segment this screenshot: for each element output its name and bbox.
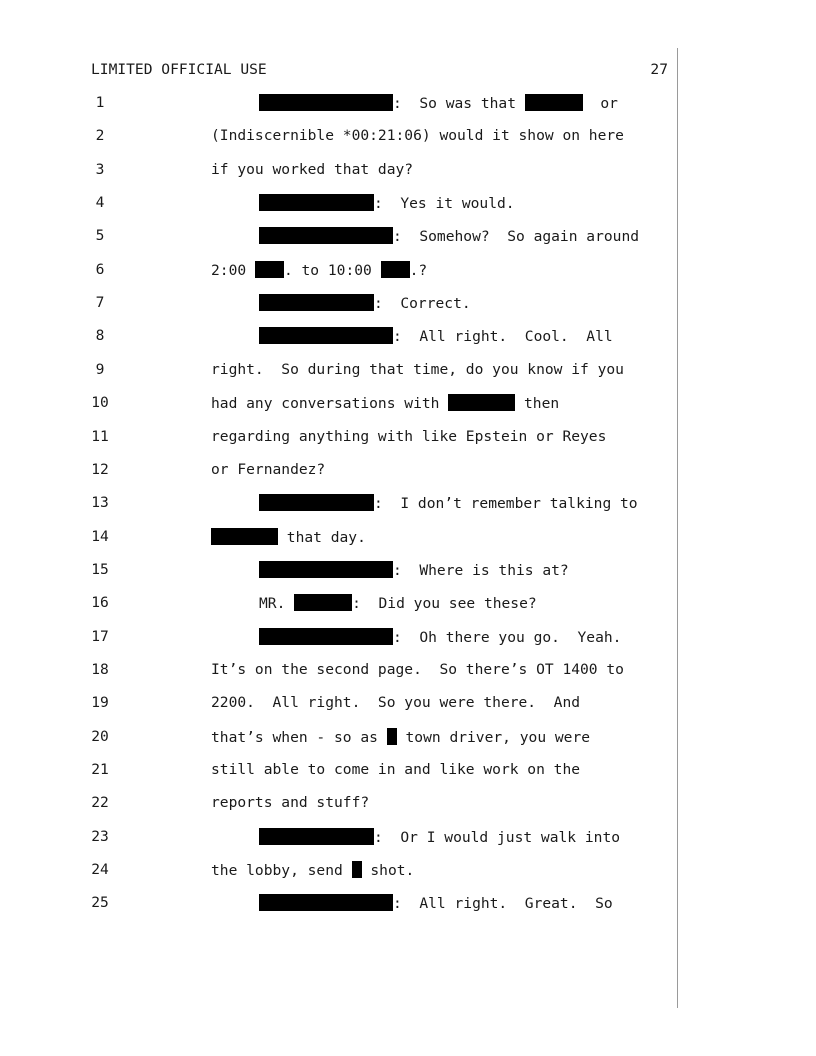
line-number: 14 — [91, 527, 109, 545]
line-text — [211, 861, 414, 879]
line-text — [259, 327, 613, 345]
line-number: 5 — [95, 227, 105, 245]
line-number: 10 — [91, 394, 109, 412]
redaction-block — [259, 561, 393, 578]
line-text — [211, 794, 369, 811]
line-text — [211, 161, 413, 178]
line-text-segment: It’s on the second page. So there’s OT 1400 to — [211, 660, 624, 678]
redaction-block — [352, 861, 362, 878]
line-text-segment: : All right. Cool. All — [393, 328, 613, 346]
redaction-block — [259, 227, 393, 244]
transcript-line — [0, 361, 816, 381]
transcript-line — [0, 461, 816, 481]
line-number: 21 — [91, 761, 109, 778]
transcript-line — [0, 561, 816, 581]
line-text-segment: town driver, you were — [396, 728, 591, 746]
redaction-block — [259, 828, 374, 845]
redaction-block — [259, 327, 393, 344]
line-number: 20 — [91, 727, 109, 745]
transcript-line — [0, 494, 816, 514]
line-number: 1 — [95, 94, 105, 111]
line-number: 19 — [91, 694, 109, 712]
line-text — [211, 394, 559, 412]
line-text-segment: still able to come in and like work on the — [211, 761, 581, 778]
transcript-line — [0, 194, 816, 214]
line-number: 7 — [95, 294, 105, 312]
line-text-segment: : Yes it would. — [374, 195, 515, 213]
line-number: 13 — [91, 494, 109, 512]
transcript-line — [0, 861, 816, 881]
transcript-line — [0, 761, 816, 781]
line-text-segment: had any conversations with — [211, 395, 449, 413]
redaction-block — [259, 194, 374, 211]
redaction-block — [259, 94, 393, 111]
line-text — [259, 894, 613, 912]
line-text-segment: : So was that — [393, 95, 525, 112]
redaction-block — [387, 728, 397, 745]
line-number: 23 — [91, 827, 109, 845]
line-text-segment: regarding anything with like Epstein or Reyes — [211, 427, 607, 445]
transcript-line — [0, 661, 816, 681]
line-number: 9 — [95, 360, 105, 378]
page-header-label: LIMITED OFFICIAL USE — [91, 61, 267, 78]
line-text-segment: : Correct. — [374, 295, 471, 313]
line-text-segment: : All right. Great. So — [393, 895, 613, 913]
line-text-segment: : Somehow? So again around — [393, 228, 640, 246]
line-text — [211, 661, 624, 678]
redaction-block — [294, 594, 352, 611]
line-text — [211, 461, 325, 478]
transcript-line — [0, 594, 816, 614]
line-text — [259, 194, 515, 212]
redaction-block — [255, 261, 284, 278]
line-text-segment: then — [515, 395, 560, 413]
line-text-segment: or — [582, 95, 618, 112]
redaction-block — [259, 894, 393, 911]
redaction-block — [525, 94, 583, 111]
redaction-block — [259, 494, 374, 511]
line-text-segment: : Oh there you go. Yeah. — [393, 628, 622, 646]
line-text — [211, 127, 624, 144]
redaction-block — [259, 628, 393, 645]
line-number: 8 — [95, 327, 105, 345]
line-text-segment: that day. — [278, 528, 366, 546]
transcript-line — [0, 327, 816, 347]
line-text-segment: 2200. All right. So you were there. And — [211, 694, 581, 712]
line-number: 11 — [91, 427, 109, 445]
transcript-line — [0, 394, 816, 414]
transcript-line — [0, 894, 816, 914]
line-text — [259, 294, 471, 312]
line-number: 17 — [91, 627, 109, 645]
line-number: 12 — [91, 460, 109, 478]
line-text-segment: (Indiscernible *00:21:06) would it show on here — [211, 127, 624, 145]
line-text-segment: . to 10:00 — [283, 261, 381, 279]
line-text — [259, 628, 621, 646]
transcript-line — [0, 261, 816, 281]
line-number: 22 — [91, 794, 109, 812]
line-text — [211, 261, 427, 279]
line-text-segment: : I don’t remember talking to — [374, 495, 638, 513]
line-text — [211, 761, 580, 778]
transcript-line — [0, 94, 816, 114]
line-text — [211, 694, 580, 711]
transcript-line — [0, 728, 816, 748]
line-number: 16 — [91, 594, 109, 612]
line-text — [211, 528, 366, 546]
line-text-segment: .? — [409, 261, 428, 279]
line-text-segment: if you worked that day? — [211, 160, 414, 178]
line-text-segment: : Or I would just walk into — [374, 828, 621, 846]
line-text — [259, 561, 569, 579]
transcript-line — [0, 227, 816, 247]
line-text — [211, 728, 590, 746]
line-text — [259, 94, 618, 112]
line-text-segment: shot. — [361, 862, 415, 880]
line-text-segment: reports and stuff? — [211, 794, 370, 812]
line-text — [259, 828, 620, 846]
transcript-line — [0, 694, 816, 714]
transcript-line — [0, 628, 816, 648]
line-text-segment: that’s when - so as — [211, 728, 387, 746]
line-number: 3 — [95, 160, 105, 178]
line-number: 4 — [95, 194, 105, 212]
line-number: 24 — [91, 861, 109, 879]
line-text-segment: : Where is this at? — [393, 561, 569, 579]
line-number: 15 — [91, 560, 109, 578]
line-number: 18 — [91, 660, 109, 678]
transcript-line — [0, 528, 816, 548]
line-text — [259, 494, 638, 512]
line-text — [211, 428, 606, 445]
line-text-segment: right. So during that time, do you know if you — [211, 360, 624, 378]
line-text-segment: or Fernandez? — [211, 460, 326, 478]
transcript-line — [0, 794, 816, 814]
redaction-block — [381, 261, 410, 278]
line-text-segment: : Did you see these? — [352, 595, 537, 613]
line-text-segment: MR. — [259, 595, 295, 613]
redaction-block — [259, 294, 374, 311]
line-number: 25 — [91, 894, 109, 912]
transcript-line — [0, 828, 816, 848]
line-text-segment: the lobby, send — [211, 862, 352, 880]
transcript-line — [0, 294, 816, 314]
line-text — [259, 227, 639, 245]
transcript-line — [0, 127, 816, 147]
page-number: 27 — [650, 61, 668, 78]
line-text — [259, 594, 537, 612]
transcript-line — [0, 161, 816, 181]
line-number: 2 — [95, 127, 105, 145]
redaction-block — [448, 394, 515, 411]
line-number: 6 — [95, 260, 105, 278]
redaction-block — [211, 528, 278, 545]
line-text-segment: 2:00 — [211, 261, 255, 279]
line-text — [211, 361, 624, 378]
transcript-line — [0, 428, 816, 448]
